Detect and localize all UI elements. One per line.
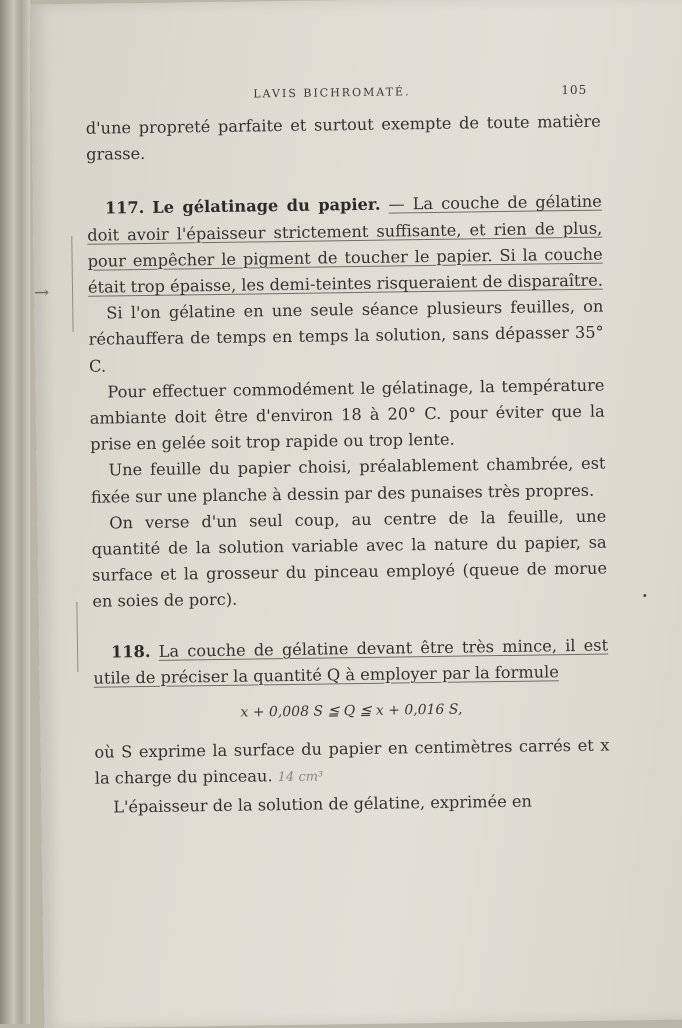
paragraph: On verse d'un seul coup, au centre de la feuille, une quantité de la solution variable avec la nature du papier, sa surface et la grosseur du pinceau employé (queue de morue en soies de porc).	[91, 506, 608, 612]
book-page	[30, 0, 682, 1028]
paragraph: Pour effectuer commodément le gélatinage, la température ambiante doit être d'environ 18 à 20° C. pour éviter que la prise en gelée soit trop rapide ou trop lente.	[89, 375, 605, 454]
section-title: Le gélatinage du papier.	[152, 195, 381, 218]
section-number: 118.	[110, 641, 151, 662]
paragraph: Une feuille du papier choisi, préalablement chambrée, est fixée sur une planche à dessin par des punaises très propres.	[90, 454, 606, 507]
section-number: 117.	[104, 198, 145, 218]
pencil-margin-mark	[76, 602, 78, 672]
paragraph: Si l'on gélatine en une seule séance plusieurs feuilles, on réchauffera de temps en temps la solution, sans dépasser 35° C.	[88, 296, 604, 376]
ink-speck	[643, 594, 646, 597]
section-118-text: La couche de gélatine devant être très mince, il est utile de préciser la quantité Q à employer par la formule	[93, 635, 609, 688]
paragraph	[94, 733, 610, 795]
book-binding	[0, 0, 30, 1024]
formula-explanation: où S exprime la surface du papier en centimètres carrés et x la charge du pinceau.	[94, 735, 610, 789]
pencil-annotation: 14 cm³	[277, 770, 324, 786]
formula: x + 0,008 S ≦ Q ≦ x + 0,016 S,	[240, 701, 463, 721]
pencil-margin-mark	[71, 236, 73, 332]
section-118-lead	[93, 632, 609, 692]
section-117-text: — La couche de gélatine doit avoir l'épaisseur strictement suffisante, et rien de plus, pour empêcher le pigment de toucher le papier. Si la couche était trop épaisse, les demi-teintes risqueraient de disparaître.	[87, 191, 604, 297]
paragraph-last-line: L'épaisseur de la solution de gélatine, exprimée en	[113, 791, 533, 817]
paragraph-continued: d'une propreté parfaite et surtout exempte de toute matière grasse.	[85, 111, 601, 164]
running-head-title: LAVIS BICHROMATÉ.	[253, 85, 411, 101]
running-head	[31, 81, 682, 101]
section-117-lead	[87, 189, 603, 301]
page-number: 105	[561, 82, 588, 98]
pencil-arrow-icon: →	[33, 282, 50, 304]
page-body	[86, 109, 611, 821]
